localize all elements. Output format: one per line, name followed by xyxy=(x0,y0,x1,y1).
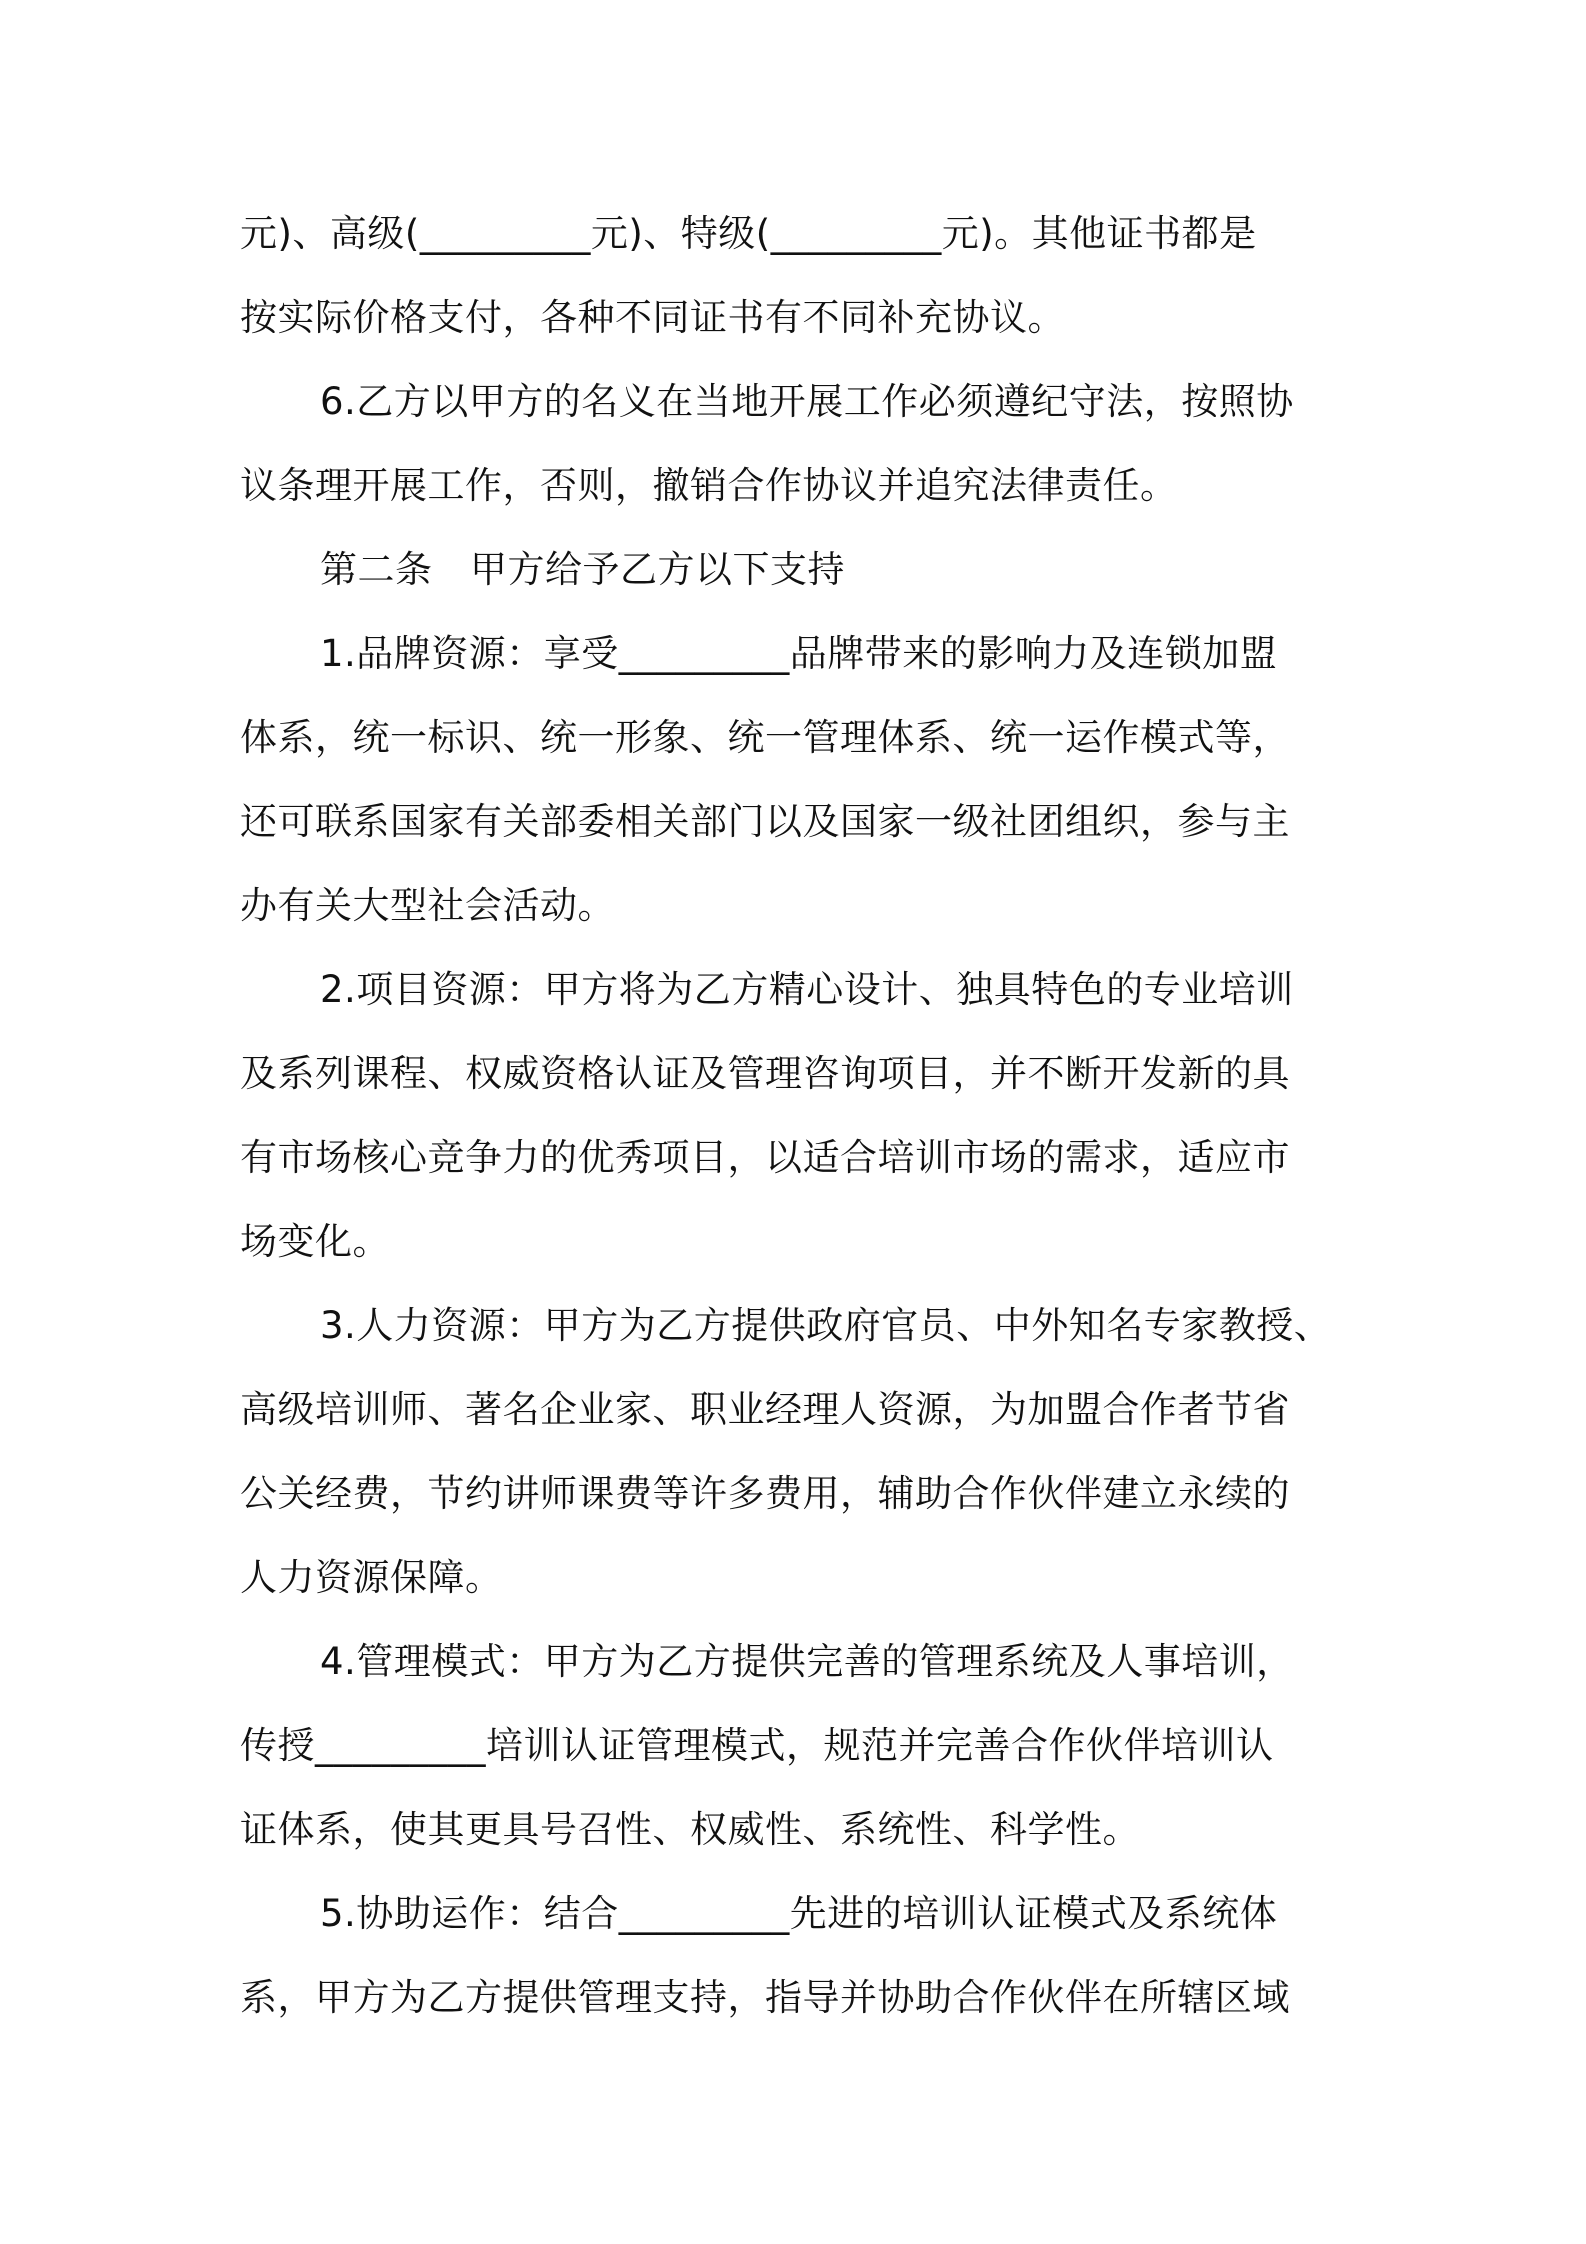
section-heading: 第二条 甲方给予乙方以下支持 xyxy=(320,548,845,591)
text-line: 2.项目资源：甲方将为乙方精心设计、独具特色的专业培训 xyxy=(320,968,1294,1011)
document-body xyxy=(240,192,1360,2040)
text-line: 3.人力资源：甲方为乙方提供政府官员、中外知名专家教授、 xyxy=(320,1304,1332,1347)
text-line: 公关经费，节约讲师课费等许多费用，辅助合作伙伴建立永续的 xyxy=(240,1472,1290,1515)
text-line: 系，甲方为乙方提供管理支持，指导并协助合作伙伴在所辖区域 xyxy=(240,1976,1290,2019)
text-line: 1.品牌资源：享受_________品牌带来的影响力及连锁加盟 xyxy=(320,632,1278,675)
text-line: 高级培训师、著名企业家、职业经理人资源，为加盟合作者节省 xyxy=(240,1388,1290,1431)
text-line: 办有关大型社会活动。 xyxy=(240,884,615,927)
text-line: 元)、高级(_________元)、特级(_________元)。其他证书都是 xyxy=(240,212,1257,255)
text-line: 及系列课程、权威资格认证及管理咨询项目，并不断开发新的具 xyxy=(240,1052,1290,1095)
text-line: 证体系，使其更具号召性、权威性、系统性、科学性。 xyxy=(240,1808,1140,1851)
text-line: 4.管理模式：甲方为乙方提供完善的管理系统及人事培训， xyxy=(320,1640,1294,1683)
text-line: 议条理开展工作，否则，撤销合作协议并追究法律责任。 xyxy=(240,464,1178,507)
text-line: 场变化。 xyxy=(240,1220,390,1263)
text-line: 体系，统一标识、统一形象、统一管理体系、统一运作模式等， xyxy=(240,716,1290,759)
text-line: 5.协助运作：结合_________先进的培训认证模式及系统体 xyxy=(320,1892,1278,1935)
text-line: 有市场核心竞争力的优秀项目，以适合培训市场的需求，适应市 xyxy=(240,1136,1290,1179)
text-line: 人力资源保障。 xyxy=(240,1556,503,1599)
text-line: 传授_________培训认证管理模式，规范并完善合作伙伴培训认 xyxy=(240,1724,1274,1767)
text-line: 按实际价格支付，各种不同证书有不同补充协议。 xyxy=(240,296,1065,339)
text-line: 还可联系国家有关部委相关部门以及国家一级社团组织，参与主 xyxy=(240,800,1290,843)
text-line: 6.乙方以甲方的名义在当地开展工作必须遵纪守法，按照协 xyxy=(320,380,1294,423)
